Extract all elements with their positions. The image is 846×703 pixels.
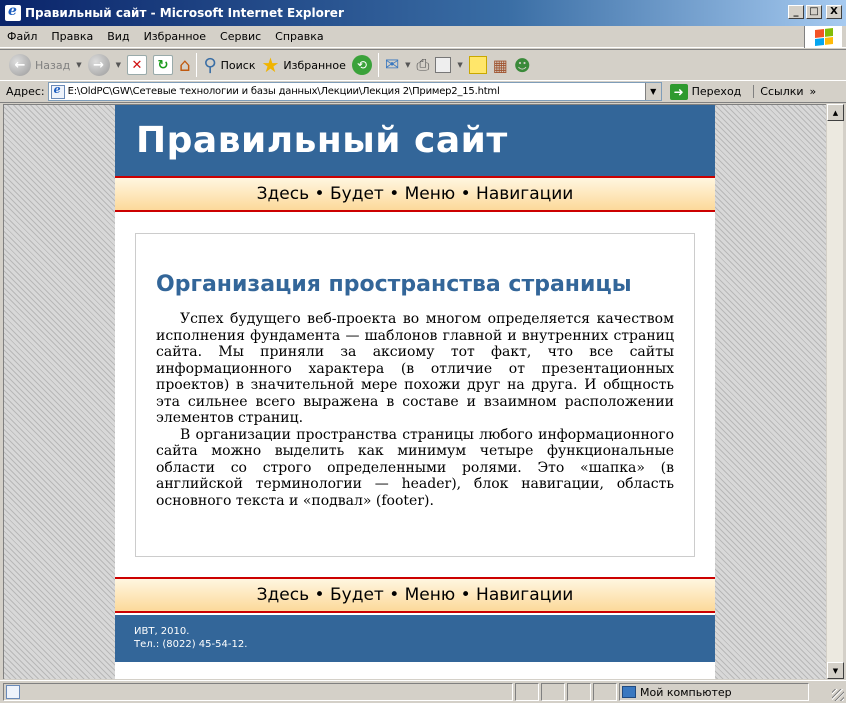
go-label: Переход xyxy=(691,85,742,98)
window-title: Правильный сайт - Microsoft Internet Explorer xyxy=(25,6,344,20)
address-field[interactable] xyxy=(48,82,662,101)
star-icon: ★ xyxy=(261,53,280,77)
nav-top-text: Здесь • Будет • Меню • Навигации xyxy=(256,184,574,204)
status-bar xyxy=(0,680,846,703)
messenger-button[interactable] xyxy=(511,51,534,79)
footer-line-phone: Тел.: (8022) 45-54-12. xyxy=(134,639,248,650)
search-button[interactable] xyxy=(200,51,258,79)
refresh-icon: ↻ xyxy=(153,55,173,75)
menu-edit[interactable]: Правка xyxy=(51,30,94,43)
refresh-button[interactable] xyxy=(150,51,176,79)
research-icon: ▦ xyxy=(492,55,508,75)
computer-icon xyxy=(622,686,636,698)
menu-bar xyxy=(0,26,846,48)
address-label: Адрес: xyxy=(6,85,45,98)
scroll-up-icon[interactable]: ▲ xyxy=(827,104,844,121)
nav-bottom-text: Здесь • Будет • Меню • Навигации xyxy=(256,585,574,605)
note-icon xyxy=(469,56,487,74)
page-status-icon xyxy=(6,685,20,699)
history-button[interactable] xyxy=(349,51,375,79)
search-label: Поиск xyxy=(220,58,256,72)
close-button[interactable]: X xyxy=(826,5,842,19)
stop-icon: ✕ xyxy=(127,55,147,75)
forward-button[interactable] xyxy=(85,51,124,79)
page-viewport[interactable] xyxy=(3,104,826,679)
windows-logo xyxy=(804,26,842,48)
paragraph: Успех будущего веб-проекта во многом определяется качеством исполнения фундамента — шаблонов главной и внутренних страниц сайта. Мы приняли за аксиому тот факт, что все сайты информационного характера (в отличие от презентационных проектов) в значительной мере похожи друг на друга. И общность эта сильнее всего выражена в составе и взаимном расположении элементов страниц. xyxy=(156,311,674,426)
status-text-area xyxy=(3,683,513,701)
footer-line-org: ИВТ, 2010. xyxy=(134,626,190,637)
edit-button[interactable] xyxy=(432,51,465,79)
favorites-label: Избранное xyxy=(283,58,346,72)
history-icon: ⟲ xyxy=(352,55,372,75)
back-button[interactable] xyxy=(6,51,85,79)
site-footer xyxy=(115,615,715,662)
ie-icon xyxy=(5,5,21,21)
vertical-scrollbar[interactable] xyxy=(826,104,843,679)
resize-grip-icon[interactable] xyxy=(832,689,844,701)
menu-favorites[interactable]: Избранное xyxy=(143,30,207,43)
research-button[interactable] xyxy=(490,51,511,79)
status-cell xyxy=(541,683,565,701)
content-box xyxy=(135,233,695,557)
forward-dropdown-icon[interactable]: ▼ xyxy=(115,61,121,69)
links-more-icon[interactable]: » xyxy=(809,85,817,98)
back-label: Назад xyxy=(35,58,71,72)
menu-tools[interactable]: Сервис xyxy=(220,30,262,43)
nav-top xyxy=(115,176,715,212)
status-cell xyxy=(593,683,617,701)
maximize-button[interactable]: □ xyxy=(806,5,822,19)
site-title: Правильный сайт xyxy=(136,120,508,161)
nav-bottom xyxy=(115,577,715,613)
home-icon: ⌂ xyxy=(179,54,191,76)
site-page xyxy=(115,105,715,679)
menu-view[interactable]: Вид xyxy=(107,30,130,43)
address-bar xyxy=(0,81,846,103)
title-bar xyxy=(0,0,846,26)
print-button[interactable] xyxy=(414,51,433,79)
stop-button[interactable] xyxy=(124,51,150,79)
toolbar-separator xyxy=(196,53,197,77)
back-arrow-icon: ← xyxy=(9,54,31,76)
menu-help[interactable]: Справка xyxy=(275,30,324,43)
zone-label: Мой компьютер xyxy=(640,685,732,699)
paragraph: В организации пространства страницы любого информационного сайта можно выделить как минимум четыре функциональные области со строго определенными ролями. Это «шапка» (в английской терминологии — header), блок навигации, область основного текста и «подвал» (footer). xyxy=(156,426,674,509)
scroll-down-icon[interactable]: ▼ xyxy=(827,662,844,679)
edit-dropdown-icon[interactable]: ▼ xyxy=(457,61,463,69)
toolbar-separator xyxy=(378,53,379,77)
back-dropdown-icon[interactable]: ▼ xyxy=(76,61,82,69)
address-dropdown-icon[interactable]: ▼ xyxy=(645,83,661,100)
standard-toolbar xyxy=(0,49,846,81)
edit-icon xyxy=(435,57,451,73)
search-icon: ⚲ xyxy=(203,54,217,76)
links-toolbar[interactable] xyxy=(753,85,816,98)
menu-file[interactable]: Файл xyxy=(7,30,38,43)
status-cell xyxy=(515,683,539,701)
window-controls xyxy=(788,5,842,19)
discuss-button[interactable] xyxy=(466,51,490,79)
go-button[interactable] xyxy=(670,84,742,100)
security-zone xyxy=(619,683,809,701)
content-title: Организация пространства страницы xyxy=(156,272,632,297)
favorites-button[interactable] xyxy=(258,51,348,79)
go-arrow-icon: ➜ xyxy=(670,84,688,100)
content-body xyxy=(156,311,674,509)
messenger-icon: ☻ xyxy=(513,55,531,75)
minimize-button[interactable]: _ xyxy=(788,5,804,19)
site-header xyxy=(115,105,715,176)
windows-flag-icon xyxy=(815,28,833,46)
forward-arrow-icon: → xyxy=(88,54,110,76)
address-url[interactable]: E:\OldPC\GW\Сетевые технологии и базы данных\Лекции\Лекция 2\Пример2_15.html xyxy=(67,86,500,97)
mail-dropdown-icon[interactable]: ▼ xyxy=(405,61,411,69)
mail-icon: ✉ xyxy=(384,55,400,75)
links-label[interactable]: Ссылки xyxy=(760,85,804,98)
status-cell xyxy=(567,683,591,701)
page-icon xyxy=(51,85,65,99)
home-button[interactable] xyxy=(176,51,193,79)
mail-button[interactable] xyxy=(382,51,414,79)
printer-icon: ⎙ xyxy=(416,55,430,74)
